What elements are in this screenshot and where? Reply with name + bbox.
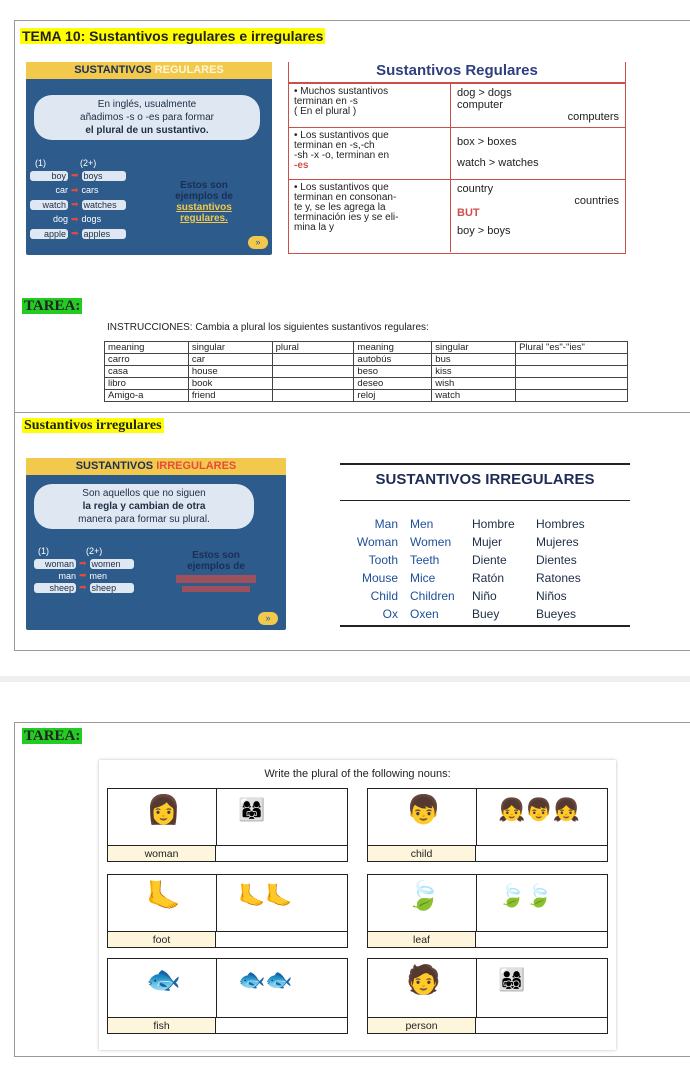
plural-en: Women — [410, 535, 452, 549]
plural-answer-cell[interactable] — [272, 366, 354, 378]
irregular-pair-2 — [34, 582, 134, 593]
header-cell: plural — [272, 342, 354, 354]
table-cell: libro — [105, 378, 189, 390]
plural-answer-field[interactable] — [216, 1018, 347, 1033]
table-cell: beso — [354, 366, 432, 378]
singular-es: Mujer — [472, 535, 503, 549]
table-cell: friend — [188, 390, 272, 402]
irregular-table-title: SUSTANTIVOS IRREGULARES — [340, 463, 630, 501]
plural-word: cars — [81, 185, 99, 195]
plural-word: watches — [82, 200, 126, 210]
regular-pair-0 — [30, 170, 126, 181]
noun-label: child — [368, 846, 476, 861]
plural-answer-cell[interactable] — [272, 354, 354, 366]
plural-en: Men — [410, 517, 434, 531]
singular-word: watch — [30, 200, 68, 210]
singular-word: car — [55, 185, 68, 195]
next-arrow-icon-irr[interactable]: » — [258, 612, 278, 625]
table-cell: bus — [432, 354, 516, 366]
singular-es: Niño — [472, 589, 497, 603]
singular-en: Woman — [356, 535, 398, 549]
plural-es: Niños — [536, 589, 567, 603]
tarea-label-1: TAREA: — [24, 298, 81, 314]
page-bottom-border — [14, 650, 690, 651]
rule-row-1: • Muchos sustantivos terminan en -s ( En el plural ) dog > dogs computer computers — [289, 84, 625, 128]
irregular-pair-0 — [34, 558, 134, 569]
table-row — [105, 354, 628, 366]
singular-en: Man — [374, 517, 398, 531]
arrow-right-icon: ➡ — [79, 582, 87, 592]
worksheet-title: Write the plural of the following nouns: — [264, 768, 451, 780]
irregular-row — [340, 515, 630, 533]
plural-picture-icon: 🦶🦶 — [238, 883, 293, 908]
page2-left-border — [14, 722, 15, 1057]
singular-picture-icon: 👩 — [146, 794, 181, 825]
plural-exercise-table — [104, 341, 628, 402]
singular-picture-icon: 👦 — [406, 794, 441, 825]
plural-es: Dientes — [536, 553, 577, 567]
section-divider — [14, 412, 690, 413]
noun-card-fish — [107, 958, 348, 1034]
noun-label: woman — [108, 846, 216, 861]
irregular-row — [340, 533, 630, 551]
plural-word: dogs — [81, 214, 102, 224]
singular-picture-icon: 🧑 — [406, 964, 441, 995]
plural-word: sheep — [90, 583, 134, 593]
table-cell: house — [188, 366, 272, 378]
plural-en: Oxen — [410, 607, 439, 621]
regular-pair-1 — [30, 185, 126, 196]
singular-word: boy — [30, 171, 68, 181]
page-title: TEMA 10: Sustantivos regulares e irregulares — [22, 28, 324, 44]
plural-picture-icon: 👨‍👩‍👧‍👦 — [498, 967, 526, 992]
singular-picture-icon: 🍃 — [406, 880, 441, 911]
irregular-slide — [26, 458, 286, 630]
page2-top-border — [14, 722, 690, 723]
header-cell: meaning — [105, 342, 189, 354]
singular-picture-icon: 🐟 — [146, 964, 181, 995]
plural-word: apples — [82, 229, 126, 239]
plural-word: boys — [82, 171, 126, 181]
singular-es: Diente — [472, 553, 507, 567]
plural-answer-cell[interactable] — [516, 354, 628, 366]
plural-es: Bueyes — [536, 607, 577, 621]
noun-card-person — [367, 958, 608, 1034]
regular-slide — [26, 62, 272, 255]
plural-answer-field[interactable] — [476, 846, 607, 861]
regular-pair-3 — [30, 214, 126, 225]
singular-picture-icon: 🦶 — [146, 880, 181, 911]
plural-en: Mice — [410, 571, 436, 585]
singular-es: Ratón — [472, 571, 505, 585]
noun-label: fish — [108, 1018, 216, 1033]
plural-en: Teeth — [410, 553, 440, 567]
table-cell: autobús — [354, 354, 432, 366]
table-cell: kiss — [432, 366, 516, 378]
arrow-right-icon: ➡ — [71, 184, 79, 195]
table-header-row — [105, 342, 628, 354]
col-singular-label: (1) — [35, 158, 46, 168]
noun-card-leaf — [367, 874, 608, 948]
table-cell: reloj — [354, 390, 432, 402]
singular-word: dog — [52, 214, 68, 224]
singular-word: man — [58, 570, 76, 581]
singular-es: Hombre — [472, 517, 515, 531]
plural-es: Mujeres — [536, 535, 579, 549]
arrow-right-icon: ➡ — [71, 170, 79, 180]
plural-answer-field[interactable] — [476, 932, 607, 947]
page2-bottom-border — [14, 1056, 690, 1057]
col-plural-label-irr: (2+) — [86, 546, 103, 556]
plural-en: Children — [410, 589, 455, 603]
table-cell: deseo — [354, 378, 432, 390]
plural-es: Hombres — [536, 517, 585, 531]
regular-pair-4 — [30, 228, 126, 239]
table-row — [105, 378, 628, 390]
regular-rules-table — [288, 62, 626, 254]
arrow-right-icon: ➡ — [71, 228, 79, 238]
table-cell: book — [188, 378, 272, 390]
table-row — [105, 390, 628, 402]
plural-answer-field[interactable] — [216, 932, 347, 947]
rule-row-2: • Los sustantivos que terminan en -s,-ch -sh -x -o, terminan en -es box > boxes watch > watches — [289, 128, 625, 180]
table-cell: wish — [432, 378, 516, 390]
regular-side-note: Estos son ejemplos de sustantivos regulares. — [175, 180, 233, 224]
header-cell: Plural "es"-"ies" — [516, 342, 628, 354]
instructions-text: INSTRUCCIONES: Cambia a plural los siguientes sustantivos regulares: — [107, 322, 429, 333]
plural-es: Ratones — [536, 571, 581, 585]
singular-word: woman — [34, 559, 76, 569]
irregular-row — [340, 551, 630, 569]
arrow-right-icon: ➡ — [71, 199, 79, 209]
irregular-row — [340, 605, 630, 623]
header-cell: singular — [432, 342, 516, 354]
col-singular-label-irr: (1) — [38, 546, 49, 556]
irregular-nouns-table — [340, 463, 630, 627]
page-gap — [0, 676, 690, 682]
irregular-row — [340, 569, 630, 587]
plural-answer-cell[interactable] — [516, 378, 628, 390]
plural-picture-icon: 🍃🍃 — [498, 883, 553, 908]
arrow-right-icon: ➡ — [79, 558, 87, 568]
plural-answer-cell[interactable] — [272, 378, 354, 390]
plural-worksheet — [99, 760, 616, 1050]
arrow-right-icon: ➡ — [71, 213, 79, 224]
singular-en: Tooth — [368, 553, 398, 567]
rule-row-3: • Los sustantivos que terminan en consonan- te y, se les agrega la terminación ies y se eli- mina la y country countries BUT boy > boys — [289, 180, 625, 252]
plural-word: women — [90, 559, 134, 569]
singular-en: Child — [370, 589, 398, 603]
noun-card-child — [367, 788, 608, 862]
plural-answer-field[interactable] — [216, 846, 347, 861]
singular-en: Ox — [382, 607, 398, 621]
noun-card-foot — [107, 874, 348, 948]
noun-label: leaf — [368, 932, 476, 947]
irregular-side-note: Estos son ejemplos de — [166, 550, 266, 594]
tarea-label-2: TAREA: — [24, 728, 81, 744]
regular-slide-header: SUSTANTIVOS REGULARES — [26, 62, 272, 79]
singular-es: Buey — [472, 607, 500, 621]
regular-table-title: Sustantivos Regulares — [289, 62, 625, 84]
regular-pair-2 — [30, 199, 126, 210]
plural-answer-field[interactable] — [476, 1018, 607, 1033]
plural-answer-cell[interactable] — [272, 390, 354, 402]
table-cell: car — [188, 354, 272, 366]
singular-word: apple — [30, 229, 68, 239]
arrow-right-icon: ➡ — [79, 570, 87, 580]
plural-answer-cell[interactable] — [516, 390, 628, 402]
col-plural-label: (2+) — [80, 158, 97, 168]
table-cell: Amigo-a — [105, 390, 189, 402]
header-cell: meaning — [354, 342, 432, 354]
plural-word: men — [89, 570, 108, 581]
plural-picture-icon: 👧👦👧 — [498, 797, 581, 822]
noun-label: foot — [108, 932, 216, 947]
table-cell: carro — [105, 354, 189, 366]
singular-word: sheep — [34, 583, 76, 593]
irregular-slide-header: SUSTANTIVOS IRREGULARES — [26, 458, 286, 475]
irregular-rule-bubble: Son aquellos que no siguen la regla y cambian de otra manera para formar su plural. — [34, 484, 254, 529]
singular-en: Mouse — [361, 571, 398, 585]
plural-picture-icon: 🐟🐟 — [238, 967, 293, 992]
next-arrow-icon[interactable]: » — [248, 236, 268, 249]
table-cell: watch — [432, 390, 516, 402]
irregular-row — [340, 587, 630, 605]
noun-label: person — [368, 1018, 476, 1033]
irregular-heading: Sustantivos irregulares — [24, 418, 162, 433]
page-top-border — [14, 20, 690, 21]
table-row — [105, 366, 628, 378]
page-left-border — [14, 20, 15, 650]
irregular-pair-1 — [34, 570, 134, 581]
regular-rule-bubble: En inglés, usualmente añadimos -s o -es para formar el plural de un sustantivo. — [34, 95, 260, 140]
header-cell: singular — [188, 342, 272, 354]
plural-picture-icon: 👩‍👩‍👧 — [238, 797, 266, 822]
plural-answer-cell[interactable] — [516, 366, 628, 378]
table-cell: casa — [105, 366, 189, 378]
noun-card-woman — [107, 788, 348, 862]
